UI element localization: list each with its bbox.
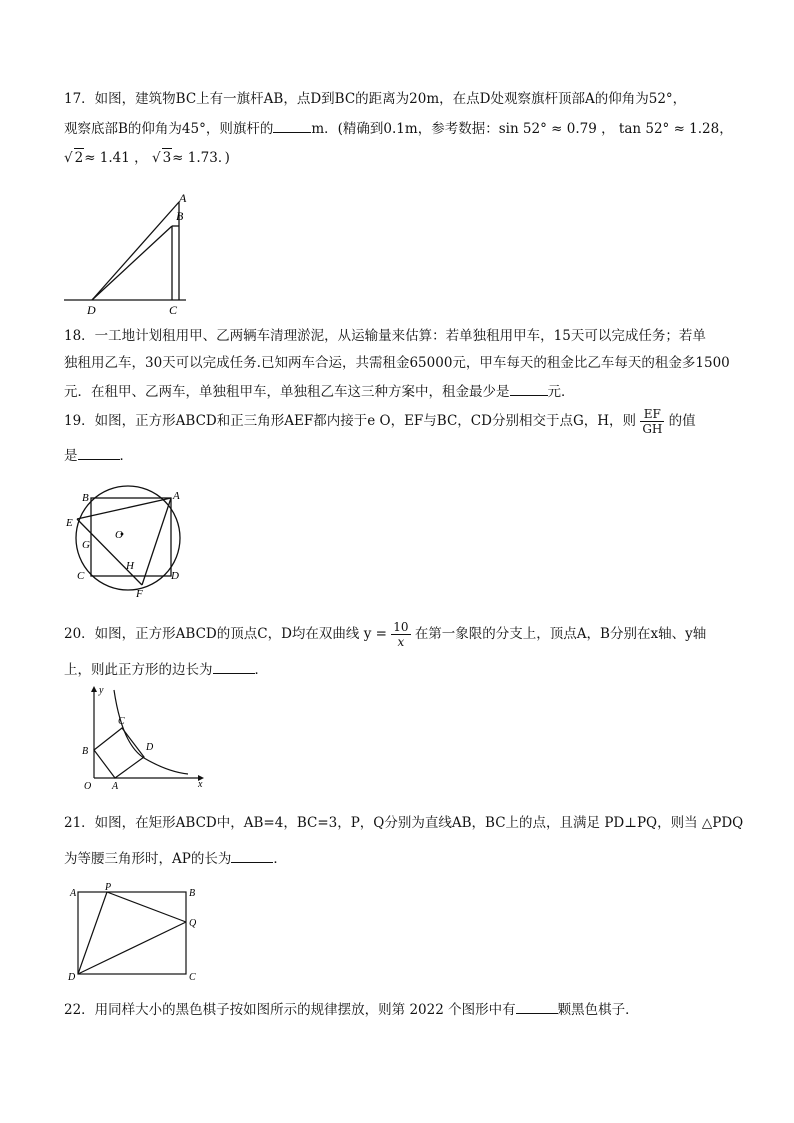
q19-label-B: B bbox=[82, 492, 89, 504]
q18-text-b: 元． bbox=[547, 384, 575, 400]
q19-text-c: 是 bbox=[64, 448, 78, 464]
q17-line-1: 17．如图，建筑物BC上有一旗杆AB，点D到BC的距离为20m，在点D处观察旗杆顶部A的仰角为52°， bbox=[64, 91, 687, 107]
q19-label-H: H bbox=[126, 560, 134, 572]
q17-approx-b: ≈ 1.73．) bbox=[172, 150, 230, 166]
q19-label-D: D bbox=[171, 570, 179, 582]
q20-frac-den: x bbox=[397, 635, 405, 649]
q17-approx-a: ≈ 1.41 ， bbox=[84, 150, 148, 166]
q19-label-G: G bbox=[82, 539, 90, 551]
q21-label-C: C bbox=[189, 972, 196, 982]
q22-answer-blank[interactable] bbox=[516, 999, 558, 1014]
q18-text-a: 元．在租甲、乙两车，单独租甲车，单独租乙车这三种方案中，租金最少是 bbox=[64, 384, 510, 400]
q17-figure bbox=[60, 190, 200, 315]
q20-label-y: y bbox=[99, 685, 104, 696]
q21-label-A: A bbox=[70, 888, 77, 899]
q19-text-b: 的值 bbox=[668, 413, 696, 429]
q20-label-D: D bbox=[146, 742, 154, 753]
q19-figure bbox=[60, 484, 200, 599]
q20-text-a: 20．如图，正方形ABCD的顶点C，D均在双曲线 y = bbox=[64, 626, 387, 642]
q17-line-2 bbox=[64, 118, 733, 138]
q20-label-B: B bbox=[82, 746, 89, 757]
q20-text-d: ． bbox=[254, 662, 268, 678]
q17-label-D: D bbox=[87, 303, 96, 315]
q19-answer-blank[interactable] bbox=[78, 445, 120, 460]
q21-label-D: D bbox=[68, 972, 76, 982]
q19-line-1 bbox=[64, 407, 696, 436]
q18-line-2: 独租用乙车，30天可以完成任务.已知两车合运，共需租金65000元，甲车每天的租金比乙车每天的租金多1500 bbox=[64, 355, 730, 371]
q17-label-A: A bbox=[179, 191, 187, 205]
q21-line-2 bbox=[64, 848, 287, 868]
q19-label-C: C bbox=[77, 570, 85, 582]
q17-sqrt3: 3 bbox=[162, 150, 172, 166]
q20-text-b: 在第一象限的分支上，顶点A，B分别在x轴、y轴 bbox=[414, 626, 707, 642]
q21-answer-blank[interactable] bbox=[231, 848, 273, 863]
q19-text-d: ． bbox=[119, 448, 133, 464]
q18-line-3 bbox=[64, 381, 575, 401]
q20-frac-num: 10 bbox=[393, 620, 409, 634]
q17-sqrt2: 2 bbox=[74, 150, 84, 166]
q22-line-1 bbox=[64, 999, 639, 1019]
q20-line-2 bbox=[64, 659, 268, 679]
q22-text-b: 颗黑色棋子． bbox=[557, 1002, 639, 1018]
q20-text-c: 上，则此正方形的边长为 bbox=[64, 662, 213, 678]
q19-label-E: E bbox=[66, 517, 73, 529]
q21-line-1: 21．如图，在矩形ABCD中，AB=4，BC=3，P，Q分别为直线AB，BC上的点，且满足 PD⊥PQ，则当 △PDQ bbox=[64, 815, 744, 831]
q20-answer-blank[interactable] bbox=[213, 659, 255, 674]
q21-label-Q: Q bbox=[189, 918, 197, 929]
q18-answer-blank[interactable] bbox=[510, 381, 548, 396]
q19-label-A: A bbox=[173, 490, 180, 502]
q20-label-A: A bbox=[112, 781, 119, 792]
q20-label-x: x bbox=[198, 779, 203, 790]
q21-text-b: ． bbox=[273, 851, 287, 867]
q19-frac-num: EF bbox=[640, 407, 664, 422]
q19-label-F: F bbox=[136, 588, 143, 599]
q20-line-1 bbox=[64, 620, 706, 649]
q19-text-a: 19．如图，正方形ABCD和正三角形AEF都内接于e O，EF与BC，CD分别相交于点G，H，则 bbox=[64, 413, 637, 429]
q18-line-1: 18．一工地计划租用甲、乙两辆车清理淤泥，从运输量来估算：若单独租用甲车，15天可以完成任务；若单 bbox=[64, 328, 706, 344]
q20-label-O: O bbox=[84, 781, 92, 792]
q21-label-P: P bbox=[105, 882, 112, 893]
q21-figure bbox=[62, 882, 212, 982]
q19-frac-den: GH bbox=[642, 422, 663, 436]
q17-line-3: √ 2≈ 1.41 ， √ 3≈ 1.73．) bbox=[64, 150, 230, 166]
q17-label-C: C bbox=[169, 303, 178, 315]
q17-text-a: 观察底部B的仰角为45°，则旗杆的 bbox=[64, 121, 274, 137]
q19-line-2 bbox=[64, 445, 133, 465]
q20-label-C: C bbox=[118, 716, 125, 727]
q17-label-B: B bbox=[176, 209, 184, 223]
q17-answer-blank[interactable] bbox=[273, 118, 311, 133]
q19-fraction bbox=[640, 407, 664, 436]
q21-text-a: 为等腰三角形时，AP的长为 bbox=[64, 851, 232, 867]
q22-text-a: 22．用同样大小的黑色棋子按如图所示的规律摆放，则第 2022 个图形中有 bbox=[64, 1002, 516, 1018]
q19-label-O: O bbox=[115, 529, 123, 541]
q20-figure bbox=[78, 684, 208, 794]
q17-text-b: m．(精确到0.1m，参考数据：sin 52° ≈ 0.79 ， tan 52° ≈ 1.28， bbox=[311, 121, 733, 137]
q20-fraction bbox=[391, 620, 410, 649]
q21-label-B: B bbox=[189, 888, 196, 899]
